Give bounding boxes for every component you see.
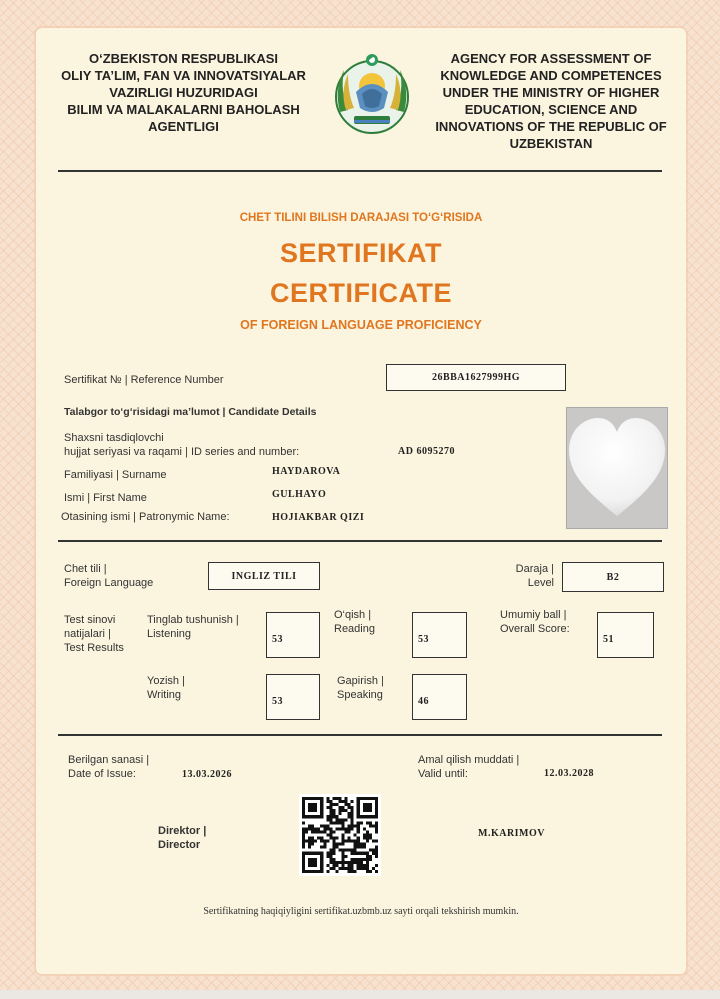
surname-label: Familiyasi | Surname bbox=[64, 469, 167, 481]
level-label-line: Level bbox=[527, 577, 554, 589]
patronymic-label: Otasining ismi | Patronymic Name: bbox=[61, 511, 230, 523]
results-label-line: Test sinovi bbox=[64, 614, 116, 626]
first-name-value: GULHAYO bbox=[272, 489, 327, 500]
valid-label-line: Valid until: bbox=[418, 768, 468, 780]
header-left-line: BILIM VA MALAKALARNI BAHOLASH bbox=[67, 102, 300, 117]
header-right-line: INNOVATIONS OF THE REPUBLIC OF bbox=[435, 119, 667, 134]
reading-value: 53 bbox=[418, 633, 429, 645]
issue-label-line: Berilgan sanasi | bbox=[68, 754, 150, 766]
reading-label bbox=[334, 608, 375, 636]
subtitle-en: OF FOREIGN LANGUAGE PROFICIENCY bbox=[240, 318, 482, 332]
id-label-line: hujjat seriyasi va raqami | ID series and number: bbox=[64, 446, 300, 458]
state-emblem-icon bbox=[326, 50, 418, 140]
language-label bbox=[64, 562, 153, 590]
level-box bbox=[562, 562, 664, 592]
header-right bbox=[420, 50, 682, 152]
surname-value: HAYDAROVA bbox=[272, 466, 341, 477]
header-right-line: AGENCY FOR ASSESSMENT OF bbox=[450, 51, 652, 66]
verification-note: Sertifikatning haqiqiyligini sertifikat.uzbmb.uz sayti orqali tekshirish mumkin. bbox=[203, 906, 519, 917]
id-value: AD 6095270 bbox=[398, 446, 455, 457]
qr-code-icon bbox=[299, 794, 381, 876]
writing-label-line: Yozish | bbox=[147, 675, 185, 687]
id-label bbox=[64, 431, 299, 459]
title-uz: SERTIFIKAT bbox=[280, 238, 442, 268]
listening-box bbox=[266, 612, 320, 658]
listening-value: 53 bbox=[272, 633, 283, 645]
speaking-value: 46 bbox=[418, 695, 429, 707]
reference-label: Sertifikat № | Reference Number bbox=[64, 374, 224, 386]
reference-box bbox=[386, 364, 566, 391]
speaking-label-line: Speaking bbox=[337, 689, 383, 701]
overall-box bbox=[597, 612, 654, 658]
level-label bbox=[508, 562, 554, 590]
header-divider bbox=[58, 170, 662, 172]
overall-label-line: Umumiy ball | bbox=[500, 609, 567, 621]
language-value: INGLIZ TILI bbox=[231, 570, 297, 582]
id-label-line: Shaxsni tasdiqlovchi bbox=[64, 432, 164, 444]
director-label-line: Direktor | bbox=[158, 825, 207, 837]
director-name: M.KARIMOV bbox=[478, 828, 545, 839]
issue-value: 13.03.2026 bbox=[182, 769, 232, 780]
writing-label-line: Writing bbox=[147, 689, 182, 701]
reading-box bbox=[412, 612, 467, 658]
listening-label bbox=[147, 613, 239, 641]
results-label-line: natijalari | bbox=[64, 628, 111, 640]
results-label bbox=[64, 613, 124, 655]
speaking-label bbox=[337, 674, 384, 702]
title-en: CERTIFICATE bbox=[270, 278, 452, 308]
header-right-line: UZBEKISTAN bbox=[509, 136, 593, 151]
reference-value: 26BBA1627999HG bbox=[431, 372, 521, 383]
writing-box bbox=[266, 674, 320, 720]
results-label-line: Test Results bbox=[64, 642, 124, 654]
overall-label-line: Overall Score: bbox=[500, 623, 570, 635]
writing-value: 53 bbox=[272, 695, 283, 707]
header-left-line: OLIY TA’LIM, FAN VA INNOVATSIYALAR bbox=[61, 68, 306, 83]
header-right-line: EDUCATION, SCIENCE AND bbox=[464, 102, 638, 117]
header-right-line: UNDER THE MINISTRY OF HIGHER bbox=[442, 85, 660, 100]
header-left-line: AGENTLIGI bbox=[148, 119, 219, 134]
writing-label bbox=[147, 674, 185, 702]
heart-placeholder-photo bbox=[567, 408, 667, 528]
level-value: B2 bbox=[606, 571, 620, 583]
patronymic-value: HOJIAKBAR QIZI bbox=[272, 512, 365, 523]
overall-value: 51 bbox=[603, 633, 614, 645]
header-left-line: O‘ZBEKISTON RESPUBLIKASI bbox=[88, 51, 278, 66]
listening-label-line: Listening bbox=[147, 628, 192, 640]
first-name-label: Ismi | First Name bbox=[64, 492, 147, 504]
results-divider bbox=[58, 734, 662, 736]
issue-label bbox=[68, 753, 149, 781]
level-label-line: Daraja | bbox=[515, 563, 554, 575]
header-left bbox=[46, 50, 321, 135]
speaking-label-line: Gapirish | bbox=[337, 675, 384, 687]
subtitle-uz: CHET TILINI BILISH DARAJASI TO‘G‘RISIDA bbox=[239, 212, 483, 224]
listening-label-line: Tinglab tushunish | bbox=[147, 614, 239, 626]
speaking-box bbox=[412, 674, 467, 720]
language-label-line: Chet tili | bbox=[64, 563, 107, 575]
reading-label-line: Reading bbox=[334, 623, 375, 635]
language-label-line: Foreign Language bbox=[64, 577, 154, 589]
director-label-line: Director bbox=[158, 839, 201, 851]
header-left-line: VAZIRLIGI HUZURIDAGI bbox=[109, 85, 258, 100]
header-right-line: KNOWLEDGE AND COMPETENCES bbox=[440, 68, 662, 83]
photo-frame bbox=[566, 407, 668, 529]
candidate-heading: Talabgor to‘g‘risidagi ma’lumot | Candidate Details bbox=[64, 406, 317, 418]
valid-label bbox=[418, 753, 519, 781]
valid-value: 12.03.2028 bbox=[544, 768, 594, 779]
reading-label-line: O‘qish | bbox=[334, 609, 372, 621]
director-label bbox=[158, 824, 206, 852]
issue-label-line: Date of Issue: bbox=[68, 768, 136, 780]
certificate-body bbox=[36, 28, 686, 974]
language-box bbox=[208, 562, 320, 590]
candidate-divider bbox=[58, 540, 662, 542]
overall-label bbox=[500, 608, 570, 636]
valid-label-line: Amal qilish muddati | bbox=[418, 754, 520, 766]
